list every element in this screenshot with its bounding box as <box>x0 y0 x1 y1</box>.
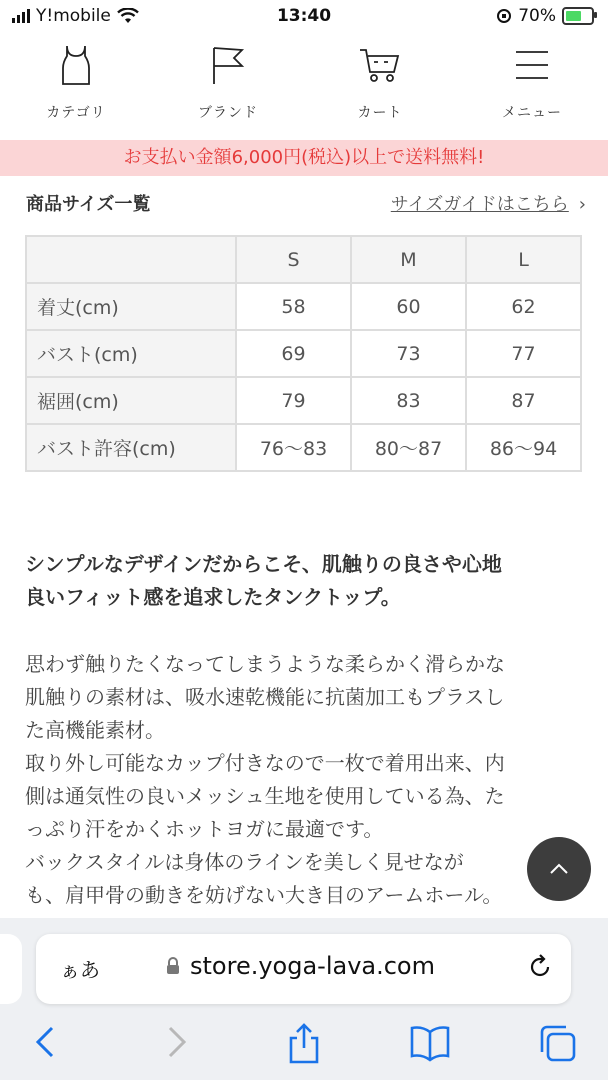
reload-icon <box>527 952 553 982</box>
back-button[interactable] <box>32 1022 60 1066</box>
cell-value: 87 <box>466 377 581 424</box>
lock-icon <box>166 957 180 975</box>
body-line: 思わず触りたくなってしまうような柔らかく滑らかな <box>25 652 505 676</box>
status-bar <box>0 0 608 34</box>
tabs-icon <box>536 1022 580 1064</box>
forward-button[interactable] <box>162 1022 190 1066</box>
cell-value: 60 <box>351 283 466 330</box>
cell-value: 86〜94 <box>466 424 581 471</box>
reload-button[interactable] <box>527 952 553 986</box>
browser-toolbar <box>0 1022 608 1072</box>
body-line: も、肩甲骨の動きを妨げない大き目のアームホール。 <box>25 883 503 907</box>
address-bar[interactable] <box>36 934 571 1004</box>
battery-percent: 70% <box>518 6 556 26</box>
cell-value: 80〜87 <box>351 424 466 471</box>
size-col-s: S <box>236 236 351 283</box>
size-col-l: L <box>466 236 581 283</box>
cell-value: 83 <box>351 377 466 424</box>
nav-cart-label: カート <box>357 105 403 121</box>
size-list-title: 商品サイズ一覧 <box>26 194 151 215</box>
table-row <box>26 424 581 471</box>
nav-menu-label: メニュー <box>502 105 562 121</box>
share-button[interactable] <box>284 1022 324 1068</box>
chevron-up-icon <box>548 862 570 876</box>
heading-line: シンプルなデザインだからこそ、肌触りの良さや心地 <box>25 552 502 576</box>
forward-icon <box>162 1022 190 1062</box>
size-guide-link[interactable] <box>391 190 586 216</box>
previous-tab-edge[interactable] <box>0 934 22 1004</box>
size-col-m: M <box>351 236 466 283</box>
heading-line: 良いフィット感を追求したタンクトップ。 <box>25 585 401 609</box>
body-line: バックスタイルは身体のラインを美しく見せなが <box>25 850 464 874</box>
url-display[interactable] <box>166 952 435 980</box>
row-label: 裾囲(cm) <box>26 377 236 424</box>
size-header-row <box>26 236 581 283</box>
cell-value: 79 <box>236 377 351 424</box>
browser-chrome <box>0 918 608 1080</box>
nav-category[interactable] <box>0 40 152 136</box>
cell-value: 73 <box>351 330 466 377</box>
row-label: バスト(cm) <box>26 330 236 377</box>
clock: 13:40 <box>276 6 332 26</box>
cell-value: 58 <box>236 283 351 330</box>
body-line: 取り外し可能なカップ付きなので一枚で着用出来、内 <box>25 751 505 775</box>
size-corner-cell <box>26 236 236 283</box>
nav-brand[interactable] <box>152 40 304 136</box>
row-label: 着丈(cm) <box>26 283 236 330</box>
tabs-button[interactable] <box>536 1022 580 1068</box>
back-icon <box>32 1022 60 1062</box>
table-row <box>26 330 581 377</box>
description-heading <box>25 548 585 614</box>
hamburger-menu-icon <box>507 40 557 90</box>
table-row <box>26 283 581 330</box>
nav-cart[interactable] <box>304 40 456 136</box>
orientation-lock-icon <box>496 8 512 24</box>
book-icon <box>408 1022 452 1064</box>
tank-top-icon <box>51 40 101 90</box>
flag-icon <box>203 40 253 90</box>
nav-menu[interactable] <box>456 40 608 136</box>
bookmarks-button[interactable] <box>408 1022 452 1068</box>
chevron-right-icon: › <box>578 194 586 215</box>
cell-value: 69 <box>236 330 351 377</box>
free-shipping-banner: お支払い金額6,000円(税込)以上で送料無料! <box>0 140 608 176</box>
url-text: store.yoga-lava.com <box>190 952 435 980</box>
body-line: っぷり汗をかくホットヨガに最適です。 <box>25 817 384 841</box>
body-line: 側は通気性の良いメッシュ生地を使用している為、た <box>25 784 505 808</box>
battery-icon <box>562 7 594 25</box>
cell-value: 77 <box>466 330 581 377</box>
row-label: バスト許容(cm) <box>26 424 236 471</box>
cell-value: 76〜83 <box>236 424 351 471</box>
cell-value: 62 <box>466 283 581 330</box>
cart-icon <box>355 40 405 90</box>
carrier-name: Y!mobile <box>36 6 111 26</box>
table-row <box>26 377 581 424</box>
site-nav <box>0 40 608 136</box>
body-line: 肌触りの素材は、吸水速乾機能に抗菌加工もプラスし <box>25 685 505 709</box>
scroll-to-top-button[interactable] <box>527 837 591 901</box>
nav-brand-label: ブランド <box>198 105 258 121</box>
nav-category-label: カテゴリ <box>46 105 106 121</box>
share-icon <box>284 1022 324 1064</box>
page-settings-button[interactable]: ぁあ <box>60 958 100 982</box>
description-body <box>25 648 585 912</box>
size-guide-label: サイズガイドはこちら <box>390 194 569 215</box>
size-table <box>25 235 582 472</box>
body-line: た高機能素材。 <box>25 718 165 742</box>
